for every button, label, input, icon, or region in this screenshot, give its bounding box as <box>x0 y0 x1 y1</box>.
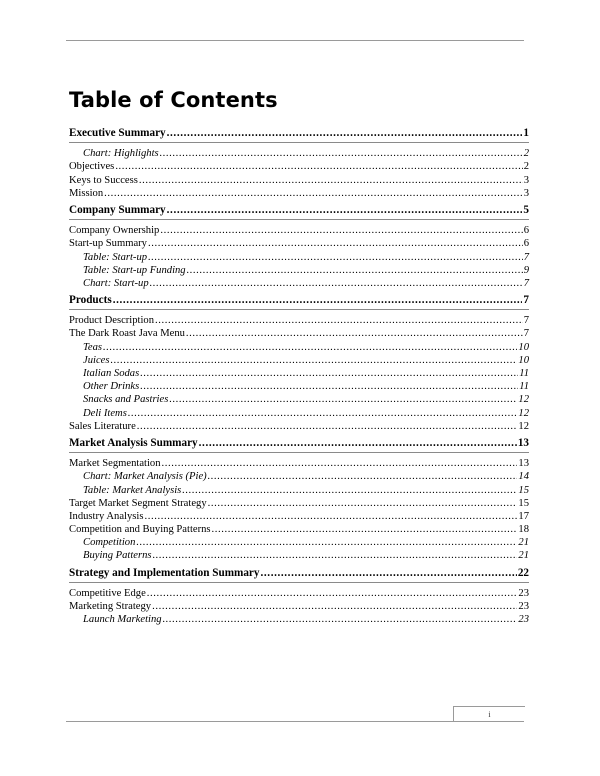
toc-entry[interactable] <box>69 457 529 470</box>
toc-entry-label: Keys to Success <box>69 174 138 186</box>
toc-entry-page-number: 6 <box>523 225 529 237</box>
toc-entry-page-number: 12 <box>518 394 529 406</box>
toc-entry-label: Buying Patterns <box>83 550 152 562</box>
toc-entry-page-number: 9 <box>523 264 529 276</box>
toc-subentry[interactable] <box>69 536 529 549</box>
toc-entry-page-number: 2 <box>523 148 529 160</box>
dot-leader <box>208 497 518 510</box>
toc-subentry[interactable] <box>69 251 529 264</box>
toc-entry-page-number: 14 <box>518 471 529 483</box>
toc-entry-label: Italian Sodas <box>83 368 140 379</box>
section-separator <box>69 142 529 143</box>
toc-entry-page-number: 3 <box>523 187 529 199</box>
toc-entry-page-number: 7 <box>523 328 529 340</box>
page-title: Table of Contents <box>69 88 278 112</box>
toc-section-entry[interactable] <box>69 294 529 307</box>
toc-entry-page-number: 13 <box>518 458 529 470</box>
toc-entry-page-number: 13 <box>517 436 529 449</box>
dot-leader <box>136 536 517 549</box>
toc-entry[interactable] <box>69 327 529 340</box>
dot-leader <box>160 147 523 160</box>
toc-subentry[interactable] <box>69 341 529 354</box>
dot-leader <box>115 160 522 173</box>
toc-entry-page-number: 15 <box>518 497 529 509</box>
toc-entry-label: Strategy and Implementation Summary <box>69 566 260 579</box>
toc-entry-page-number: 23 <box>518 614 529 626</box>
dot-leader <box>208 470 518 483</box>
dot-leader <box>113 294 523 307</box>
dot-leader <box>155 314 523 327</box>
toc-entry-label: Deli Items <box>83 407 127 419</box>
dot-leader <box>182 484 517 497</box>
dot-leader <box>187 264 523 277</box>
toc-entry-label: Teas <box>83 341 103 353</box>
dot-leader <box>169 393 517 406</box>
toc-subentry[interactable] <box>69 613 529 626</box>
toc-entry-page-number: 23 <box>518 601 529 612</box>
toc-entry-label: Objectives <box>69 161 115 173</box>
dot-leader <box>261 567 517 580</box>
toc-entry-label: Marketing Strategy <box>69 601 152 612</box>
toc-subentry[interactable] <box>69 367 529 380</box>
toc-entry-page-number: 10 <box>518 341 529 353</box>
toc-entry-label: Launch Marketing <box>83 614 162 626</box>
toc-entry-label: Executive Summary <box>69 127 166 139</box>
toc-entry[interactable] <box>69 314 529 327</box>
toc-entry-label: Sales Literature <box>69 420 136 432</box>
toc-section-entry[interactable] <box>69 204 529 217</box>
dot-leader <box>110 354 517 367</box>
toc-entry-label: Mission <box>69 187 104 199</box>
toc-entry-label: Product Description <box>69 315 155 327</box>
toc-entry-page-number: 18 <box>518 524 529 536</box>
toc-entry[interactable] <box>69 187 529 200</box>
toc-subentry[interactable] <box>69 147 529 160</box>
toc-entry[interactable] <box>69 160 529 173</box>
toc-entry[interactable] <box>69 224 529 237</box>
dot-leader <box>140 380 518 393</box>
toc-entry-label: Competition and Buying Patterns <box>69 524 211 536</box>
toc-entry-page-number: 3 <box>523 174 529 186</box>
toc-entry[interactable] <box>69 174 529 187</box>
toc-entry-label: Chart: Market Analysis (Pie) <box>83 471 207 483</box>
dot-leader <box>153 549 518 562</box>
header-rule <box>66 40 524 41</box>
toc-entry[interactable] <box>69 497 529 510</box>
toc-entry-page-number: 6 <box>523 238 529 250</box>
toc-entry-label: Table: Start-up <box>83 251 148 263</box>
dot-leader <box>139 174 523 187</box>
toc-entry[interactable] <box>69 420 529 433</box>
dot-leader <box>199 437 517 450</box>
toc-entry-label: Industry Analysis <box>69 510 144 522</box>
page-number: i <box>453 706 525 722</box>
section-separator <box>69 309 529 310</box>
dot-leader <box>147 587 518 600</box>
toc-entry-label: Juices <box>83 354 110 366</box>
dot-leader <box>148 251 523 264</box>
section-separator <box>69 452 529 453</box>
toc-subentry[interactable] <box>69 277 529 290</box>
toc-entry[interactable] <box>69 510 529 523</box>
toc-entry[interactable] <box>69 237 529 250</box>
dot-leader <box>144 510 517 523</box>
section-separator <box>69 219 529 220</box>
toc-entry-page-number: 7 <box>523 315 529 327</box>
dot-leader <box>140 367 518 380</box>
toc-entry-label: Chart: Start-up <box>83 277 149 289</box>
toc-subentry[interactable] <box>69 393 529 406</box>
dot-leader <box>150 277 523 290</box>
toc-entry-label: Market Analysis Summary <box>69 436 198 449</box>
toc-entry[interactable] <box>69 600 529 613</box>
toc-entry-page-number: 1 <box>523 127 529 139</box>
toc-entry-page-number: 7 <box>523 277 529 289</box>
toc-subentry[interactable] <box>69 407 529 420</box>
toc-entry-label: Company Summary <box>69 203 166 216</box>
toc-entry-label: Competition <box>83 537 136 549</box>
toc-entry[interactable] <box>69 587 529 600</box>
toc-entry-label: Table: Start-up Funding <box>83 264 186 276</box>
dot-leader <box>104 187 523 200</box>
toc-entry-label: Other Drinks <box>83 381 140 393</box>
toc-entry-page-number: 5 <box>523 203 529 216</box>
toc-entry-label: Products <box>69 294 112 307</box>
toc-entry-page-number: 21 <box>518 550 529 562</box>
toc-entry-page-number: 11 <box>519 381 529 393</box>
dot-leader <box>160 224 522 237</box>
dot-leader <box>163 613 518 626</box>
dot-leader <box>162 457 518 470</box>
dot-leader <box>137 420 518 433</box>
toc-entry-page-number: 7 <box>523 294 529 307</box>
toc-entry-page-number: 12 <box>518 407 529 419</box>
toc-entry-label: Competitive Edge <box>69 587 146 599</box>
toc-entry-page-number: 17 <box>518 510 529 522</box>
toc-entry-label: Snacks and Pastries <box>83 394 169 406</box>
toc-entry-page-number: 23 <box>518 587 529 599</box>
dot-leader <box>103 341 517 354</box>
toc-entry[interactable] <box>69 523 529 536</box>
toc-entry-label: Chart: Highlights <box>83 148 159 160</box>
dot-leader <box>152 600 517 613</box>
toc-entry-page-number: 11 <box>519 368 529 379</box>
dot-leader <box>148 237 523 250</box>
toc-entry-label: Start-up Summary <box>69 238 147 250</box>
toc-entry-page-number: 22 <box>517 566 529 579</box>
dot-leader <box>212 523 518 536</box>
toc-entry-page-number: 21 <box>518 537 529 549</box>
toc-subentry[interactable] <box>69 484 529 497</box>
toc-subentry[interactable] <box>69 380 529 393</box>
toc-entry-page-number: 2 <box>523 161 529 173</box>
dot-leader <box>186 327 523 340</box>
section-separator <box>69 582 529 583</box>
toc-entry-label: Company Ownership <box>69 225 160 237</box>
dot-leader <box>167 204 523 217</box>
toc-entry-page-number: 10 <box>518 354 529 366</box>
toc-subentry[interactable] <box>69 264 529 277</box>
toc-subentry[interactable] <box>69 470 529 483</box>
toc-entry-label: Target Market Segment Strategy <box>69 497 207 509</box>
toc-subentry[interactable] <box>69 549 529 562</box>
toc-section-entry[interactable] <box>69 437 529 450</box>
toc-subentry[interactable] <box>69 354 529 367</box>
toc-entry-label: Market Segmentation <box>69 458 161 470</box>
dot-leader <box>167 127 523 140</box>
toc-entry-label: The Dark Roast Java Menu <box>69 328 185 340</box>
toc-entry-page-number: 7 <box>523 251 529 263</box>
toc-section-entry[interactable] <box>69 567 529 580</box>
toc-section-entry[interactable] <box>69 127 529 140</box>
dot-leader <box>128 407 518 420</box>
toc-entry-label: Table: Market Analysis <box>83 484 182 496</box>
toc-entry-page-number: 12 <box>518 420 529 432</box>
table-of-contents <box>69 127 529 626</box>
toc-entry-page-number: 15 <box>518 484 529 496</box>
